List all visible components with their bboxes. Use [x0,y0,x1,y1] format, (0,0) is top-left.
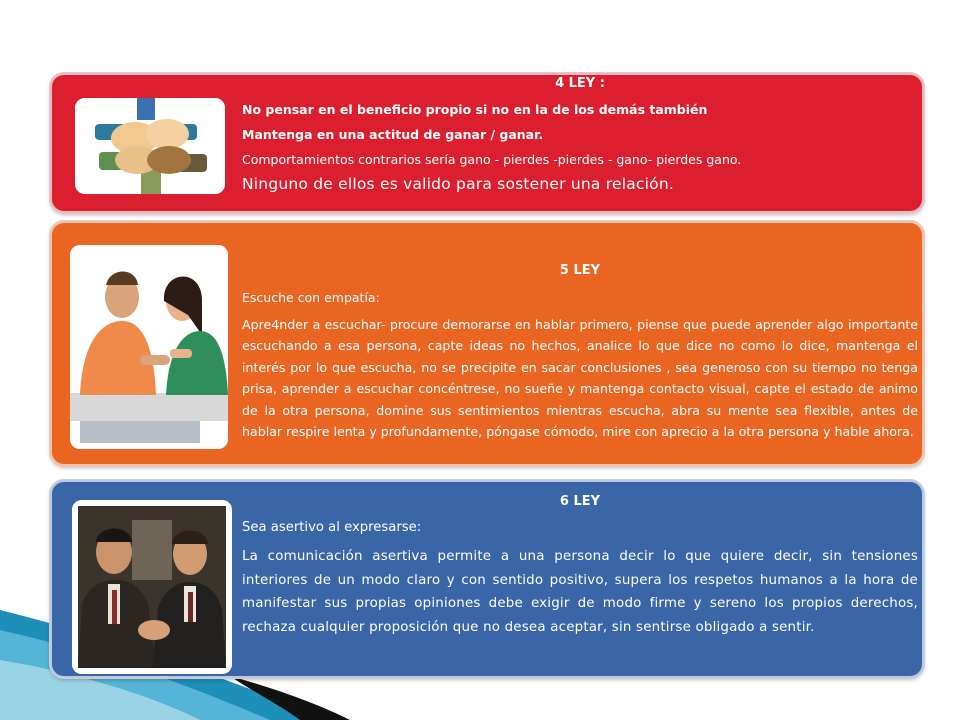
ley-5-body: Apre4nder a escuchar- procure demorarse en hablar primero, piense que puede aprender algo importante escuchando a esa persona, capte ideas no hechos, analice lo que dice no como lo dice, mantenga el interés por lo que escucha, no se precipite en sacar conclusiones , sea generoso con su tiempo no tenga prisa, aprender a escuchar concéntrese, no sueñe y mantenga contacto visual, capte el estado de animo de la otra persona, domine sus sentimientos mientras escucha, abra su mente sea flexible, antes de hablar respire lenta y profundamente, póngase cómodo, mire con aprecio a la otra persona y hable ahora. [242,317,918,440]
ley-4-text [242,75,918,193]
ley-6-subtitle: Sea asertivo al expresarse: [242,520,422,535]
ley-4-line-4: Ninguno de ellos es valido para sostener una relación. [242,175,674,193]
ley-4-line-1: No pensar en el beneficio propio si no en la de los demás también [242,102,708,117]
ley-4-heading: 4 LEY : [555,76,605,91]
empathy-photo [70,245,228,449]
ley-5-panel [50,221,924,466]
conversation-illustration [70,245,228,449]
ley-6-panel [50,480,924,678]
ley-6-heading: 6 LEY [559,494,601,509]
handshake-photo [72,500,232,674]
hands-image [75,98,225,194]
ley-5-heading: 5 LEY [559,263,601,278]
handshake-illustration [72,500,232,674]
ley-6-body: La comunicación asertiva permite a una persona decir lo que quiere decir, sin tensiones interiores de un modo claro y con sentido positivo, supera los respetos humanos a la hora de manifestar sus propias opiniones debe exigir de modo firme y sereno los propios derechos, rechaza cualquier proposición que no desea aceptar, sin sentirse obligado a sentir. [242,549,918,635]
ley-5-subtitle: Escuche con empatía: [242,290,380,305]
ley-4-line-3: Comportamientos contrarios sería gano - pierdes -pierdes - gano- pierdes gano. [242,152,742,167]
ley-5-text [242,263,918,442]
linked-hands-illustration [75,98,225,194]
ley-4-panel [50,73,924,213]
ley-6-text [242,494,918,639]
ley-4-line-2: Mantenga en una actitud de ganar / ganar. [242,127,544,142]
